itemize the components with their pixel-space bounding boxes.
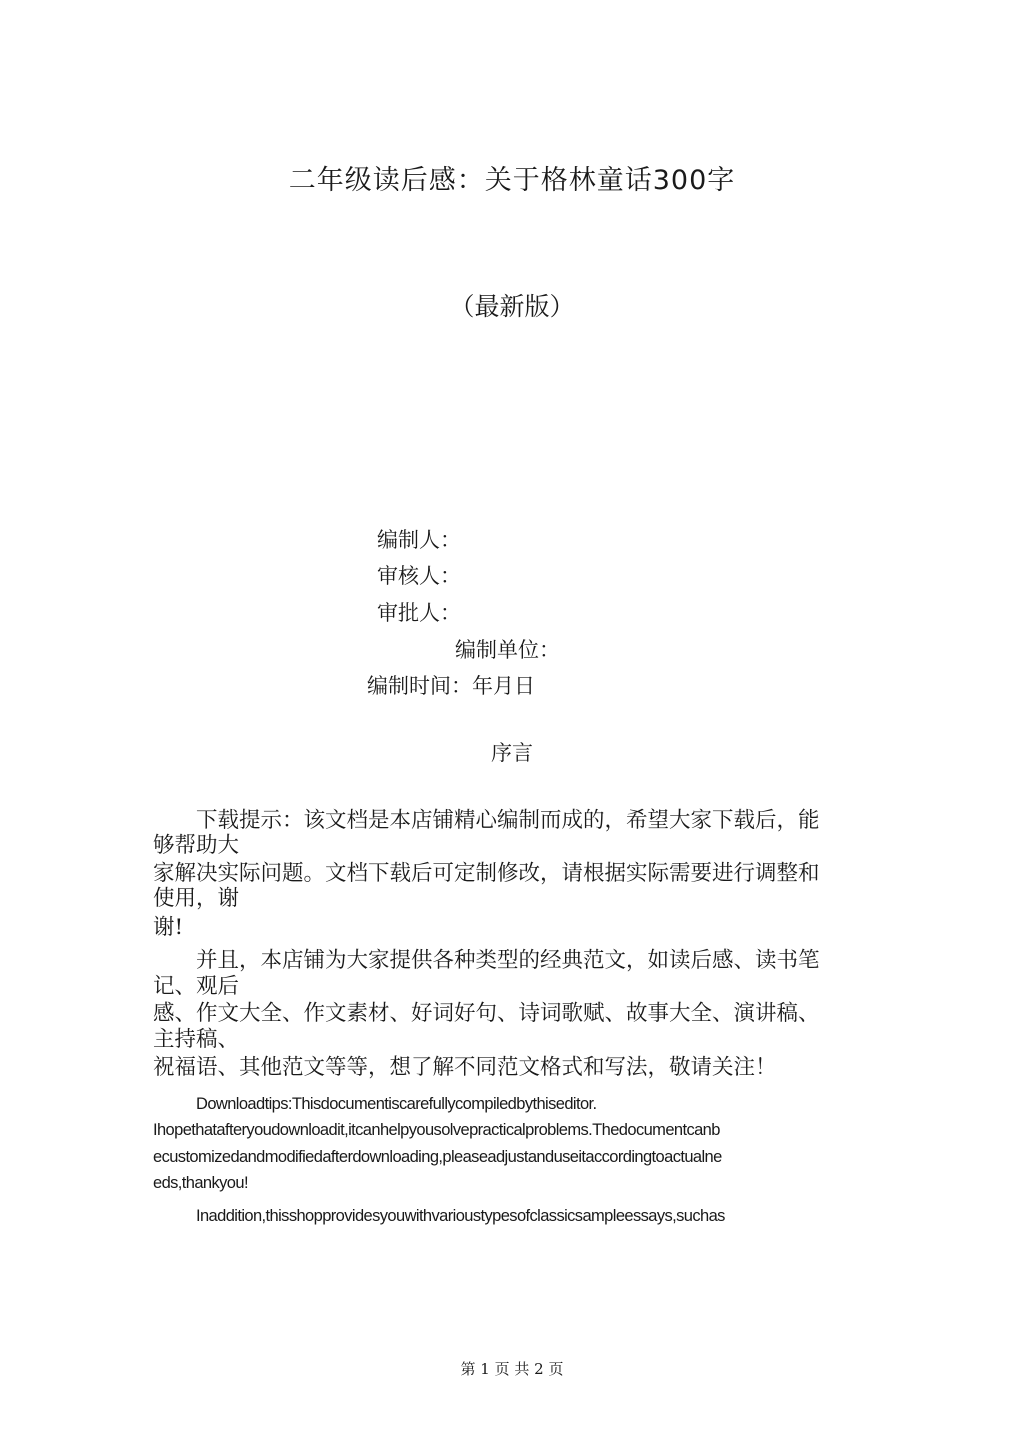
approver-field: 审批人： <box>377 601 461 625</box>
cn-line: 主持稿、 <box>153 1027 240 1052</box>
cn-line: 家解决实际问题。文档下载后可定制修改，请根据实际需要进行调整和 <box>153 861 820 886</box>
en-line: Inaddition,thisshopprovidesyouwithvarioustypesofclassicsampleessays,suchas <box>196 1207 725 1225</box>
cn-line: 够帮助大 <box>153 833 240 858</box>
unit-field: 编制单位： <box>455 638 560 662</box>
cn-line: 记、观后 <box>153 974 240 999</box>
page-mid: 页 共 <box>494 1360 530 1378</box>
page-current: 1 <box>480 1360 490 1378</box>
en-line: eds,thankyou! <box>153 1174 248 1192</box>
cn-line: 下载提示：该文档是本店铺精心编制而成的，希望大家下载后，能 <box>196 808 820 833</box>
cn-line: 使用，谢 <box>153 886 240 911</box>
cn-line: 并且，本店铺为大家提供各种类型的经典范文，如读后感、读书笔 <box>196 948 820 973</box>
reviewer-field: 审核人： <box>377 564 461 588</box>
page-label: 第 <box>460 1360 476 1378</box>
document-subtitle: （最新版） <box>449 292 575 321</box>
date-field: 编制时间：年月日 <box>367 674 535 698</box>
cn-line: 祝福语、其他范文等等，想了解不同范文格式和写法，敬请关注！ <box>153 1055 777 1080</box>
page-end: 页 <box>548 1360 564 1378</box>
en-line: Ihopethatafteryoudownloadit,itcanhelpyousolvepracticalproblems.Thedocumentcanb <box>153 1121 720 1139</box>
en-line: Downloadtips:Thisdocumentiscarefullycompiledbythiseditor. <box>196 1095 597 1113</box>
cn-line: 谢! <box>153 915 184 940</box>
document-title: 二年级读后感：关于格林童话300字 <box>288 165 736 196</box>
page-total: 2 <box>534 1360 544 1378</box>
page-footer <box>0 1358 1024 1379</box>
preface-heading: 序言 <box>491 741 533 765</box>
cn-line: 感、作文大全、作文素材、好词好句、诗词歌赋、故事大全、演讲稿、 <box>153 1001 820 1026</box>
en-line: ecustomizedandmodifiedafterdownloading,pleaseadjustanduseitaccordingtoactualne <box>153 1148 722 1166</box>
compiler-field: 编制人： <box>377 528 461 552</box>
